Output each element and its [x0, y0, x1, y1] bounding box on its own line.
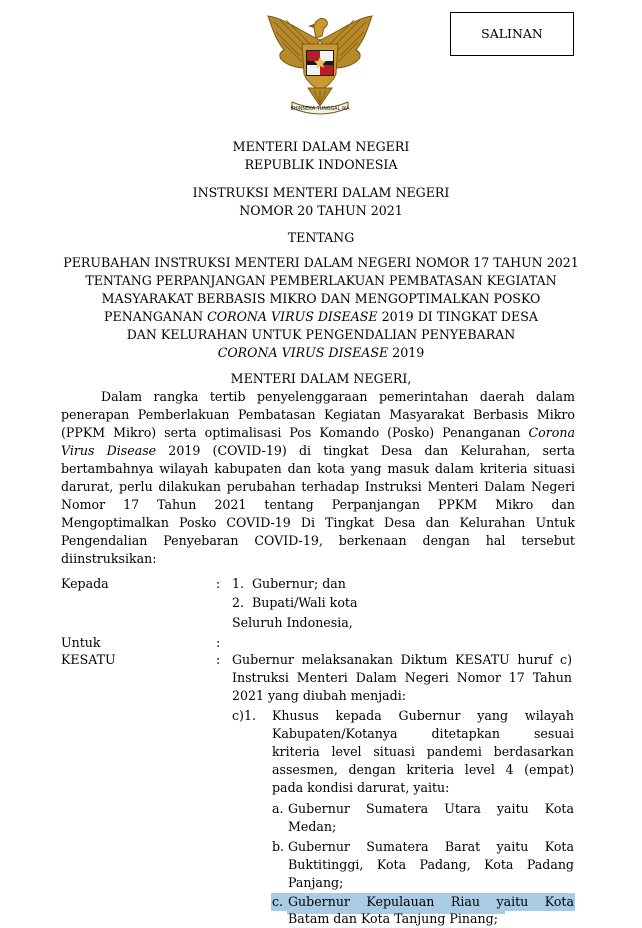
kepada-item-2-number: 2. — [232, 595, 245, 610]
kesatu-colon: : — [216, 652, 221, 667]
tentang-heading: TENTANG — [287, 230, 355, 245]
subject-line-5: DAN KELURAHAN UNTUK PENGENDALIAN PENYEBARAN — [126, 327, 516, 342]
item-c1-line-1: Khusus kepada Gubernur yang wilayah — [272, 708, 574, 723]
sub-item-c-line-2: Batam dan Kota Tanjung Pinang; — [288, 911, 498, 926]
kepada-colon: : — [216, 576, 221, 591]
preamble-line-1: Dalam rangka tertib penyelenggaraan pemerintahan daerah dalam — [101, 389, 575, 404]
subject-line-3: MASYARAKAT BERBASIS MIKRO DAN MENGOPTIMALKAN POSKO — [101, 291, 541, 306]
preamble-line-6: darurat, perlu dilakukan perubahan terhadap Instruksi Menteri Dalam Negeri — [61, 479, 575, 494]
sub-item-b-line-1: Gubernur Sumatera Barat yaitu Kota — [288, 839, 574, 854]
kesatu-line-3: 2021 yang diubah menjadi: — [232, 688, 406, 703]
emblem-motto: BHINNEKA TUNGGAL IKA — [290, 107, 350, 112]
sub-item-a-line-1: Gubernur Sumatera Utara yaitu Kota — [288, 801, 574, 816]
item-c1-line-4: assesmen, dengan kriteria level 4 (empat) — [272, 762, 574, 777]
sub-item-c-number: c. — [272, 894, 284, 909]
kepada-seluruh: Seluruh Indonesia, — [232, 615, 353, 630]
kesatu-line-1: Gubernur melaksanakan Diktum KESATU huruf c) — [232, 652, 572, 667]
untuk-colon: : — [216, 635, 221, 650]
garuda-pancasila-emblem-icon — [262, 10, 378, 122]
preamble-line-10: diinstruksikan: — [61, 551, 157, 566]
subject-line-6: CORONA VIRUS DISEASE 2019 — [217, 345, 425, 360]
preamble-line-9: Pengendalian Penyebaran COVID-19, berkenaan dengan hal tersebut — [61, 533, 575, 548]
subject-line-4: PENANGANAN CORONA VIRUS DISEASE 2019 DI TINGKAT DESA — [104, 309, 538, 324]
issuer-line-1: MENTERI DALAM NEGERI — [232, 139, 410, 154]
item-c1-line-2: Kabupaten/Kotanya ditetapkan sesuai — [272, 726, 574, 741]
sub-item-c-line-1: Gubernur Kepulauan Riau yaitu Kota — [288, 894, 574, 909]
sub-item-a-number: a. — [272, 801, 284, 816]
sub-item-a-line-2: Medan; — [288, 819, 337, 834]
preamble-line-4: Virus Disease 2019 (COVID-19) di tingkat Desa dan Kelurahan, serta — [61, 443, 575, 458]
subject-line-2: TENTANG PERPANJANGAN PEMBERLAKUAN PEMBATASAN KEGIATAN — [85, 273, 557, 288]
kepada-label: Kepada — [61, 576, 109, 591]
doc-type: INSTRUKSI MENTERI DALAM NEGERI — [192, 185, 450, 200]
preamble-line-2: penerapan Pemberlakuan Pembatasan Kegiatan Masyarakat Berbasis Mikro — [61, 407, 575, 422]
kepada-item-2: Bupati/Wali kota — [252, 595, 358, 610]
item-c1-number: c)1. — [232, 708, 256, 723]
kepada-item-1-number: 1. — [232, 576, 245, 591]
kesatu-line-2: Instruksi Menteri Dalam Negeri Nomor 17 Tahun — [232, 670, 572, 685]
untuk-label: Untuk — [61, 635, 101, 650]
item-c1-line-3: kriteria level situasi pandemi berdasarkan — [272, 744, 574, 759]
preamble-line-8: Mengoptimalkan Posko COVID-19 Di Tingkat Desa dan Kelurahan Untuk — [61, 515, 575, 530]
preamble-line-3: (PPKM Mikro) serta optimalisasi Pos Komando (Posko) Penanganan Corona — [61, 425, 575, 440]
sub-item-b-number: b. — [272, 839, 285, 854]
doc-number: NOMOR 20 TAHUN 2021 — [239, 203, 403, 218]
kesatu-label: KESATU — [61, 652, 116, 667]
sub-item-b-line-3: Panjang; — [288, 875, 344, 890]
preamble-line-5: bertambahnya wilayah kabupaten dan kota yang masuk dalam kriteria situasi — [61, 461, 575, 476]
item-c1-line-5: pada kondisi darurat, yaitu: — [272, 780, 450, 795]
salinan-label: SALINAN — [481, 25, 543, 41]
sub-item-b-line-2: Buktitinggi, Kota Padang, Kota Padang — [288, 857, 574, 872]
preamble-line-7: Nomor 17 Tahun 2021 tentang Perpanjangan PPKM Mikro dan — [61, 497, 575, 512]
salinan-stamp — [450, 12, 574, 56]
kepada-item-1: Gubernur; dan — [252, 576, 346, 591]
issuer-line-2: REPUBLIK INDONESIA — [244, 157, 398, 172]
salutation: MENTERI DALAM NEGERI, — [230, 371, 412, 386]
subject-line-1: PERUBAHAN INSTRUKSI MENTERI DALAM NEGERI NOMOR 17 TAHUN 2021 — [63, 255, 579, 270]
